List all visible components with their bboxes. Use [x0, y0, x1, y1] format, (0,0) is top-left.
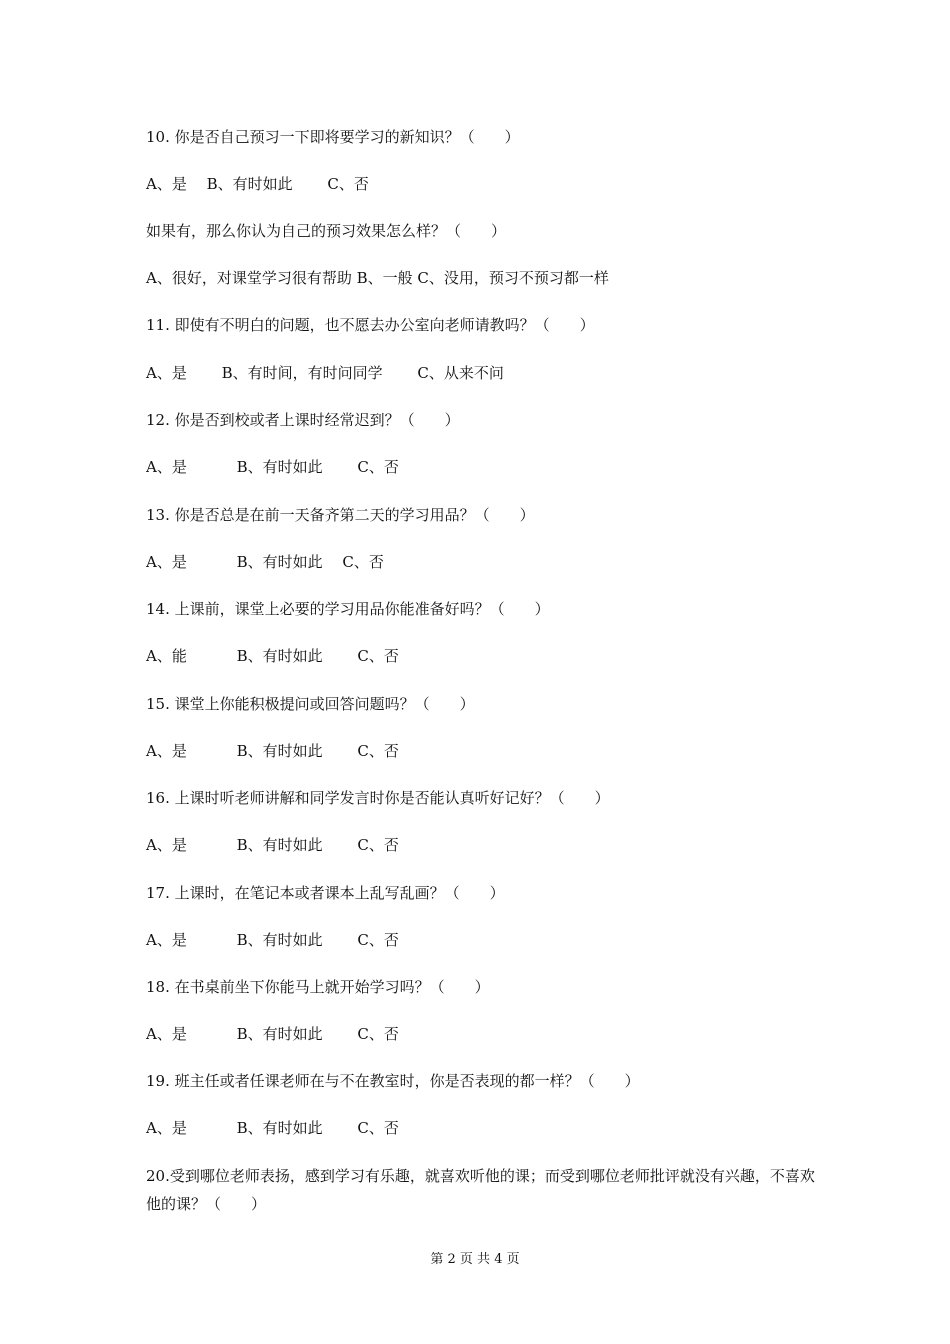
question-19-options: A、是 B、有时如此 C、否	[146, 1119, 399, 1137]
question-12-options: A、是 B、有时如此 C、否	[146, 458, 399, 476]
page-footer: 第 2 页 共 4 页	[430, 1252, 520, 1267]
question-18-options: A、是 B、有时如此 C、否	[146, 1025, 399, 1043]
question-15-options: A、是 B、有时如此 C、否	[146, 742, 399, 760]
question-10-options: A、是 B、有时如此 C、否	[146, 175, 369, 193]
question-10-followup-options: A、很好，对课堂学习很有帮助 B、一般 C、没用，预习不预习都一样	[146, 269, 609, 287]
question-18: 18. 在书桌前坐下你能马上就开始学习吗？（ ）	[146, 978, 490, 996]
question-17-options: A、是 B、有时如此 C、否	[146, 931, 399, 949]
question-15: 15. 课堂上你能积极提问或回答问题吗？（ ）	[146, 695, 475, 713]
question-20: 20.受到哪位老师表扬，感到学习有乐趣，就喜欢听他的课；而受到哪位老师批评就没有兴趣，不喜欢他的课？（ ）	[146, 1167, 815, 1213]
question-10: 10. 你是否自己预习一下即将要学习的新知识？（ ）	[146, 128, 520, 146]
question-13-options: A、是 B、有时如此 C、否	[146, 553, 384, 571]
question-19: 19. 班主任或者任课老师在与不在教室时，你是否表现的都一样？（ ）	[146, 1072, 640, 1090]
question-11-options: A、是 B、有时间，有时问同学 C、从来不问	[146, 364, 504, 382]
question-11: 11. 即使有不明白的问题，也不愿去办公室向老师请教吗？（ ）	[146, 316, 595, 334]
question-14: 14. 上课前，课堂上必要的学习用品你能准备好吗？（ ）	[146, 600, 550, 618]
question-16-options: A、是 B、有时如此 C、否	[146, 836, 399, 854]
question-14-options: A、能 B、有时如此 C、否	[146, 647, 399, 665]
question-17: 17. 上课时，在笔记本或者课本上乱写乱画？（ ）	[146, 884, 505, 902]
question-10-followup: 如果有，那么你认为自己的预习效果怎么样？（ ）	[146, 222, 507, 240]
question-16: 16. 上课时听老师讲解和同学发言时你是否能认真听好记好？（ ）	[146, 789, 610, 807]
question-12: 12. 你是否到校或者上课时经常迟到？（ ）	[146, 411, 460, 429]
question-13: 13. 你是否总是在前一天备齐第二天的学习用品？（ ）	[146, 506, 535, 524]
